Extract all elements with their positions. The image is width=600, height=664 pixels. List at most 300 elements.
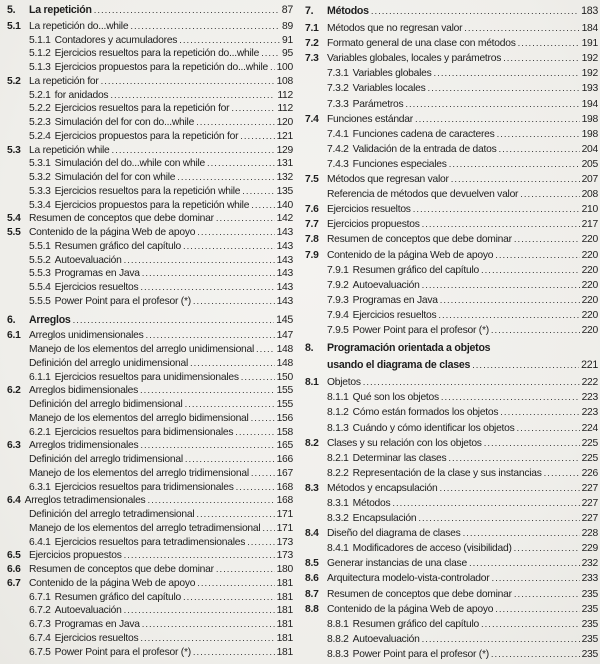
dot-leader <box>262 522 274 536</box>
toc-entry <box>7 295 293 309</box>
dot-leader <box>481 617 580 632</box>
toc-entry <box>7 604 293 618</box>
entry-page: 171 <box>276 522 293 534</box>
entry-page: 222 <box>581 377 598 389</box>
entry-page: 227 <box>581 482 598 494</box>
toc-entry <box>7 426 293 440</box>
toc-entry <box>7 144 293 158</box>
dot-leader <box>177 171 274 185</box>
entry-number: 7.8 <box>305 234 319 246</box>
toc-entry <box>7 47 293 61</box>
entry-title: Definición del arreglo tridimensional <box>29 454 183 465</box>
entry-title: Ejercicios propuestos <box>29 550 122 562</box>
dot-leader <box>110 89 275 103</box>
entry-number: 8.4 <box>305 528 319 540</box>
dot-leader <box>146 329 275 343</box>
entry-number: 7.9.4 <box>327 309 349 321</box>
entry-page: 235 <box>581 588 598 600</box>
entry-number: 6.7.1 <box>29 591 51 603</box>
dot-leader <box>216 563 275 577</box>
entry-number: 8.8.1 <box>327 618 349 630</box>
entry-number: 6.4.1 <box>29 536 51 548</box>
entry-number: 6.4 <box>7 495 21 507</box>
toc-entry <box>7 130 293 144</box>
entry-page: 235 <box>581 618 598 630</box>
entry-number: 5.3.2 <box>29 172 51 183</box>
entry-number: 5.1.3 <box>29 62 51 73</box>
toc-entry <box>305 556 598 571</box>
entry-number: 6.3 <box>7 440 21 452</box>
dot-leader <box>503 51 579 66</box>
dot-leader <box>405 97 579 112</box>
toc-entry <box>305 632 598 647</box>
entry-number: 8.2 <box>305 437 319 449</box>
entry-page: 95 <box>282 48 293 60</box>
toc-entry <box>305 405 598 420</box>
dot-leader <box>242 185 274 199</box>
entry-title: Métodos que no regresan valor <box>327 23 463 35</box>
entry-page: 220 <box>581 264 598 276</box>
entry-title: Resumen gráfico del capítulo <box>352 264 480 276</box>
entry-number: 7.4.3 <box>327 158 349 170</box>
entry-title: Variables locales <box>352 83 426 95</box>
entry-number: 6. <box>7 313 16 326</box>
entry-number: 7.5 <box>305 174 319 186</box>
entry-page: 91 <box>282 34 293 46</box>
entry-number: 7.9.1 <box>327 264 349 276</box>
toc-entry <box>305 248 598 263</box>
entry-title: Diseño del diagrama de clases <box>327 528 461 540</box>
entry-number: 7.9 <box>305 249 319 261</box>
dot-leader <box>422 217 580 232</box>
toc-entry <box>7 89 293 103</box>
dot-leader <box>434 66 580 81</box>
entry-title: Ejercicios resueltos para la repetición for <box>54 103 230 115</box>
entry-title: Referencia de métodos que devuelven valor <box>327 189 519 201</box>
entry-page: 207 <box>581 174 598 186</box>
entry-page: 204 <box>581 143 598 155</box>
entry-number: 5.2 <box>7 75 21 87</box>
entry-page: 208 <box>581 189 598 201</box>
entry-page: 132 <box>276 172 293 183</box>
toc-entry <box>305 481 598 496</box>
dot-leader <box>112 144 275 158</box>
entry-title: Resumen de conceptos que debe dominar <box>327 588 512 600</box>
entry-title: Objetos <box>327 377 361 389</box>
dot-leader <box>422 632 580 647</box>
dot-leader <box>427 81 579 96</box>
dot-leader <box>371 4 579 19</box>
dot-leader <box>464 21 579 36</box>
toc-entry <box>305 308 598 323</box>
dot-leader <box>413 202 580 217</box>
dot-leader <box>451 172 580 187</box>
dot-leader <box>484 436 580 451</box>
entry-number: 5.5.3 <box>29 268 51 280</box>
dot-leader <box>190 357 275 371</box>
toc-entry <box>305 81 598 96</box>
entry-page: 181 <box>276 632 293 644</box>
toc-entry <box>305 587 598 602</box>
entry-title: Resumen de conceptos que debe dominar <box>29 213 214 225</box>
entry-title: Resumen gráfico del capítulo <box>54 240 182 252</box>
entry-number: 5.3.4 <box>29 199 51 211</box>
entry-title: Ejercicios propuestos para la repetición while <box>54 199 250 211</box>
entry-title: Ejercicios resueltos para bidimensionales <box>54 426 234 438</box>
entry-title: Simulación del for con do...while <box>54 117 195 128</box>
entry-page: 223 <box>581 407 598 419</box>
entry-page: 143 <box>276 282 293 293</box>
entry-number: 6.2.1 <box>29 426 51 438</box>
toc-entry <box>305 341 598 356</box>
entry-number: 5.2.1 <box>29 89 51 101</box>
entry-title: Resumen gráfico del capítulo <box>54 591 182 603</box>
dot-leader <box>185 453 275 467</box>
entry-page: 217 <box>581 219 598 231</box>
entry-page: 167 <box>276 467 293 479</box>
entry-title: Determinar las clases <box>352 452 447 464</box>
toc-entry <box>305 66 598 81</box>
entry-title: Ejercicios resueltos <box>327 204 411 216</box>
toc-entry <box>305 97 598 112</box>
dot-leader <box>235 426 274 440</box>
entry-title: Power Point para el profesor (*) <box>352 324 489 336</box>
dot-leader <box>94 4 280 18</box>
entry-number: 8.2.1 <box>327 452 349 464</box>
toc-entry <box>7 522 293 536</box>
entry-title: usando el diagrama de clases <box>327 359 471 372</box>
entry-page: 224 <box>581 422 598 434</box>
entry-page: 173 <box>276 536 293 548</box>
entry-page: 228 <box>581 528 598 540</box>
entry-number: 8.1 <box>305 377 319 389</box>
entry-page: 192 <box>581 68 598 80</box>
dot-leader <box>448 451 579 466</box>
entry-number: 7.3.3 <box>327 98 349 110</box>
toc-entry <box>305 202 598 217</box>
toc-column-right <box>305 4 598 662</box>
entry-title: Métodos que regresan valor <box>327 174 449 186</box>
dot-leader <box>491 647 580 662</box>
entry-page: 210 <box>581 204 598 216</box>
entry-page: 143 <box>276 268 293 280</box>
entry-number: 5.3.3 <box>29 185 51 197</box>
entry-title: Definición del arreglo bidimensional <box>29 399 183 410</box>
entry-title: Arreglos tetradimensionales <box>24 495 146 507</box>
entry-title: Arreglos <box>29 313 71 326</box>
toc-entry <box>305 232 598 247</box>
toc-entry <box>7 75 293 89</box>
dot-leader <box>463 526 580 541</box>
dot-leader <box>495 602 579 617</box>
toc-entry <box>305 496 598 511</box>
dot-leader <box>247 536 274 550</box>
dot-leader <box>124 254 275 268</box>
entry-title: Ejercicios resueltos para tetradimensionales <box>54 536 246 548</box>
toc-entry <box>7 439 293 453</box>
dot-leader <box>216 212 275 226</box>
entry-number: 5.1 <box>7 20 21 32</box>
entry-title: Contenido de la página Web de apoyo <box>327 249 494 261</box>
entry-title: Encapsulación <box>352 513 417 525</box>
entry-title: Cómo están formados los objetos <box>352 407 499 419</box>
toc-entry <box>7 34 293 48</box>
entry-page: 143 <box>276 254 293 266</box>
entry-title: Funciones cadena de caracteres <box>352 128 495 140</box>
toc-entry <box>7 157 293 171</box>
entry-number: 5.5.5 <box>29 295 51 307</box>
entry-page: 156 <box>276 412 293 424</box>
dot-leader <box>514 232 580 247</box>
entry-number: 7.9.3 <box>327 294 349 306</box>
toc-entry <box>305 51 598 66</box>
entry-number: 7.6 <box>305 204 319 216</box>
dot-leader <box>197 577 274 591</box>
toc-entry <box>305 617 598 632</box>
toc-entry <box>7 199 293 213</box>
toc-entry <box>305 421 598 436</box>
dot-leader <box>438 308 579 323</box>
entry-title: Ejercicios resueltos <box>352 309 437 321</box>
dot-leader <box>183 591 275 605</box>
entry-title: Manejo de los elementos del arreglo bidimensional <box>29 412 249 424</box>
toc-column-left <box>7 4 293 662</box>
entry-page: 140 <box>276 199 293 211</box>
entry-title: Programación orientada a objetos <box>327 342 491 355</box>
dot-leader <box>500 405 579 420</box>
entry-page: 198 <box>581 128 598 140</box>
entry-page: 227 <box>581 513 598 525</box>
entry-title: Métodos <box>352 498 391 509</box>
toc-entry <box>7 254 293 268</box>
entry-page: 225 <box>581 452 598 464</box>
entry-number: 5.3.1 <box>29 158 51 170</box>
entry-page: 129 <box>276 144 293 156</box>
entry-number: 7.4.2 <box>327 143 349 155</box>
entry-title: Contenido de la página Web de apoyo <box>327 603 494 615</box>
entry-number: 8.2.2 <box>327 467 349 479</box>
toc-entry <box>305 112 598 127</box>
entry-title: Métodos <box>327 5 369 17</box>
dot-leader <box>514 587 580 602</box>
entry-title: Funciones especiales <box>352 158 447 170</box>
toc-entry <box>7 185 293 199</box>
entry-number: 7.9.2 <box>327 279 349 291</box>
entry-number: 7.3.1 <box>327 68 349 80</box>
entry-page: 181 <box>276 646 293 658</box>
toc-entry <box>7 4 293 18</box>
toc-entry <box>305 293 598 308</box>
entry-title: Arquitectura modelo-vista-controlador <box>327 573 490 585</box>
entry-page: 232 <box>581 558 598 570</box>
toc-entry <box>7 226 293 240</box>
dot-leader <box>256 343 275 357</box>
toc-entry <box>305 602 598 617</box>
entry-page: 168 <box>276 481 293 493</box>
entry-title: Autoevaluación <box>352 279 420 291</box>
dot-leader <box>124 604 275 618</box>
entry-page: 173 <box>276 550 293 562</box>
entry-page: 226 <box>581 467 598 479</box>
entry-title: Definición del arreglo unidimensional <box>29 357 189 369</box>
entry-title: Manejo de los elementos del arreglo unidimensional <box>29 344 255 355</box>
entry-title: Variables globales, locales y parámetros <box>327 53 502 65</box>
entry-number: 6.7.5 <box>29 646 51 658</box>
entry-number: 7.4.1 <box>327 128 349 140</box>
entry-title: Variables globales <box>352 68 432 80</box>
entry-page: 155 <box>276 399 293 410</box>
toc-entry <box>7 343 293 357</box>
entry-number: 7.3.2 <box>327 83 349 95</box>
entry-title: Resumen de conceptos que debe dominar <box>327 234 512 246</box>
entry-number: 6.7.4 <box>29 632 51 644</box>
toc-entry <box>7 116 293 130</box>
dot-leader <box>392 496 579 511</box>
dot-leader <box>251 412 275 426</box>
entry-number: 8.3.2 <box>327 513 349 525</box>
toc-entry <box>7 481 293 495</box>
entry-title: Simulación del do...while con while <box>54 158 206 170</box>
dot-leader <box>142 618 275 632</box>
entry-number: 8.1.3 <box>327 422 349 434</box>
entry-title: Ejercicios propuestos para la repetición do...while <box>54 62 268 73</box>
toc-entry <box>7 371 293 385</box>
dot-leader <box>261 47 280 61</box>
entry-title: La repetición for <box>29 75 99 87</box>
entry-page: 147 <box>276 330 293 342</box>
entry-title: Ejercicios resueltos <box>54 632 139 644</box>
dot-leader <box>491 323 580 338</box>
toc-entry <box>305 647 598 662</box>
toc-entry <box>305 278 598 293</box>
entry-page: 191 <box>581 38 598 50</box>
toc-entry <box>7 536 293 550</box>
entry-title: Arreglos bidimensionales <box>29 385 139 397</box>
toc-entry <box>305 21 598 36</box>
entry-page: 131 <box>276 158 293 170</box>
dot-leader <box>179 34 280 48</box>
entry-number: 7.4 <box>305 113 319 125</box>
entry-number: 7.1 <box>305 23 319 35</box>
entry-title: Ejercicios propuestos para la repetición for <box>54 130 239 142</box>
entry-page: 143 <box>276 240 293 252</box>
entry-title: Funciones estándar <box>327 113 413 125</box>
dot-leader <box>241 371 275 385</box>
dot-leader <box>196 508 274 522</box>
dot-leader <box>193 646 275 660</box>
entry-page: 112 <box>277 89 293 101</box>
entry-number: 5.2.3 <box>29 117 51 128</box>
entry-title: Autoevaluación <box>352 633 420 645</box>
toc-entry <box>7 61 293 75</box>
entry-title: Clases y su relación con los objetos <box>327 437 482 449</box>
dot-leader <box>469 556 580 571</box>
entry-number: 6.1.1 <box>29 371 51 383</box>
entry-page: 143 <box>276 295 293 307</box>
toc-entry-continuation <box>305 358 598 373</box>
entry-page: 89 <box>282 20 293 32</box>
entry-title: Programas en Java <box>352 294 438 306</box>
entry-page: 181 <box>276 619 293 630</box>
entry-title: Ejercicios resueltos para tridimensionales <box>54 481 234 493</box>
dot-leader <box>101 75 275 89</box>
entry-number: 8.8.3 <box>327 648 349 660</box>
toc-entry <box>305 451 598 466</box>
entry-title: Arreglos unidimensionales <box>29 330 144 342</box>
entry-number: 8.3.1 <box>327 498 349 509</box>
entry-number: 8.8.2 <box>327 633 349 645</box>
toc-entry <box>305 127 598 142</box>
toc-entry <box>305 36 598 51</box>
toc-entry <box>305 142 598 157</box>
dot-leader <box>495 248 579 263</box>
entry-title: Contenido de la página Web de apoyo <box>29 577 196 589</box>
entry-number: 7. <box>305 5 314 17</box>
toc-entry <box>7 563 293 577</box>
entry-page: 181 <box>276 591 293 603</box>
toc-entry <box>305 4 598 19</box>
entry-page: 220 <box>581 294 598 306</box>
entry-number: 8.8 <box>305 603 319 615</box>
entry-page: 166 <box>276 454 293 465</box>
entry-number: 5.3 <box>7 144 21 156</box>
dot-leader <box>514 541 580 556</box>
entry-page: 181 <box>276 605 293 617</box>
entry-number: 6.2 <box>7 385 21 397</box>
entry-number: 6.3.1 <box>29 481 51 493</box>
dot-leader <box>124 549 275 563</box>
entry-page: 227 <box>581 498 598 509</box>
toc-entry <box>305 187 598 202</box>
toc-entry <box>7 632 293 646</box>
entry-number: 5.2.4 <box>29 130 51 142</box>
dot-leader <box>140 384 275 398</box>
entry-number: 8.5 <box>305 558 319 570</box>
dot-leader <box>518 36 580 51</box>
entry-title: Programas en Java <box>54 268 140 280</box>
toc-entry <box>7 267 293 281</box>
entry-page: 108 <box>276 75 293 87</box>
toc-entry <box>305 172 598 187</box>
entry-title: Autoevaluación <box>54 605 122 617</box>
entry-title: for anidados <box>54 89 109 101</box>
entry-number: 6.6 <box>7 564 21 575</box>
dot-leader <box>236 481 275 495</box>
dot-leader <box>185 398 275 412</box>
toc-entry <box>7 20 293 34</box>
entry-page: 181 <box>276 577 293 589</box>
entry-page: 235 <box>581 603 598 615</box>
entry-number: 6.5 <box>7 550 21 562</box>
entry-title: Ejercicios propuestos <box>327 219 420 231</box>
entry-page: 194 <box>581 98 598 110</box>
toc-entry <box>7 384 293 398</box>
toc-entry <box>7 212 293 226</box>
entry-title: La repetición while <box>29 144 110 156</box>
entry-number: 5.4 <box>7 213 21 225</box>
dot-leader <box>481 263 580 278</box>
entry-number: 8.1.1 <box>327 392 349 404</box>
toc-entry <box>7 102 293 116</box>
entry-page: 225 <box>581 437 598 449</box>
entry-number: 5.5 <box>7 227 21 238</box>
dot-leader <box>193 295 275 309</box>
entry-title: Ejercicios resueltos para la repetición do...while <box>54 48 260 60</box>
entry-title: Formato general de una clase con métodos <box>327 38 516 50</box>
entry-number: 5.1.2 <box>29 48 51 60</box>
dot-leader <box>140 281 274 295</box>
dot-leader <box>197 226 274 240</box>
